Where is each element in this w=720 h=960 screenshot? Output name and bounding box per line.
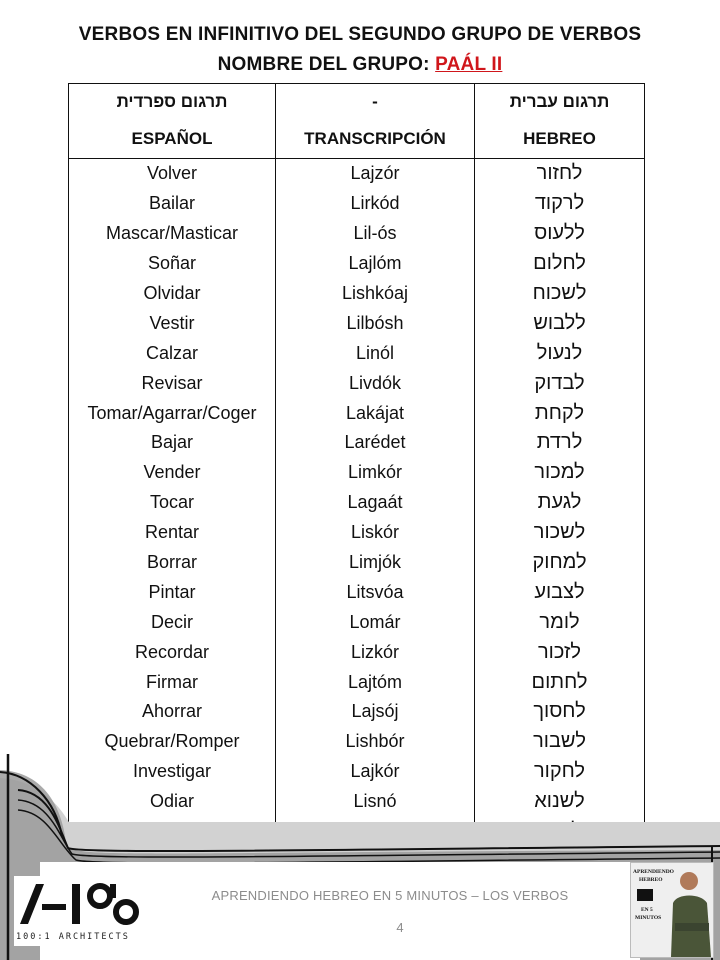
cell-transcription: Lizkór — [276, 637, 475, 667]
cell-hebrew: לומר — [475, 607, 645, 637]
table-row — [69, 577, 645, 607]
cell-transcription: Lomár — [276, 607, 475, 637]
table-row — [69, 488, 645, 518]
cell-transcription: Lishbór — [276, 727, 475, 757]
cell-transcription: Limjók — [276, 548, 475, 578]
cell-transcription: Lishkóaj — [276, 279, 475, 309]
logo-caption: 100:1 ARCHITECTS — [16, 932, 130, 942]
cell-spanish: Revisar — [69, 368, 276, 398]
cell-hebrew: לשנוא — [475, 787, 645, 817]
table-row — [69, 697, 645, 727]
thumbnail-text-1: APRENDIENDO — [633, 869, 674, 875]
cell-spanish: Mascar/Masticar — [69, 219, 276, 249]
cell-transcription: Linól — [276, 338, 475, 368]
cell-transcription: Lajlóm — [276, 249, 475, 279]
page-number: 4 — [396, 920, 404, 935]
header-transcription-dash: - — [276, 84, 475, 121]
cell-transcription: Larédet — [276, 428, 475, 458]
table-row — [69, 667, 645, 697]
cell-hebrew: לזכור — [475, 637, 645, 667]
cell-spanish: Firmar — [69, 667, 276, 697]
cell-hebrew: לשכוח — [475, 279, 645, 309]
cell-transcription: Lisnó — [276, 787, 475, 817]
cell-spanish: Bajar — [69, 428, 276, 458]
table-row — [69, 159, 645, 189]
cell-spanish: Calzar — [69, 338, 276, 368]
cell-transcription: Limkór — [276, 458, 475, 488]
cell-hebrew: לנעול — [475, 338, 645, 368]
cell-spanish: Bailar — [69, 189, 276, 219]
page-title: VERBOS EN INFINITIVO DEL SEGUNDO GRUPO DE VERBOS — [78, 24, 642, 45]
cell-spanish: Investigar — [69, 757, 276, 787]
table-row — [69, 637, 645, 667]
cell-hebrew: לצבוע — [475, 577, 645, 607]
cell-hebrew: לחזור — [475, 159, 645, 189]
cell-hebrew: לחלום — [475, 249, 645, 279]
cell-transcription: Lajzór — [276, 159, 475, 189]
header-spanish: ESPAÑOL — [69, 120, 276, 159]
cell-spanish: Recordar — [69, 637, 276, 667]
cell-spanish: Decir — [69, 607, 276, 637]
cell-hebrew: לחקור — [475, 757, 645, 787]
cell-spanish: Borrar — [69, 548, 276, 578]
cell-hebrew: לרקוד — [475, 189, 645, 219]
cell-transcription: Litsvóa — [276, 577, 475, 607]
table-row — [69, 428, 645, 458]
cell-spanish: Tomar/Agarrar/Coger — [69, 398, 276, 428]
cell-hebrew: לשבור — [475, 727, 645, 757]
cell-transcription: Lakájat — [276, 398, 475, 428]
thumbnail-text-4: MINUTOS — [635, 915, 662, 921]
header-row — [69, 120, 645, 159]
table-row — [69, 368, 645, 398]
table-row — [69, 458, 645, 488]
cell-transcription: Lajtóm — [276, 667, 475, 697]
cell-spanish: Vender — [69, 458, 276, 488]
cell-hebrew: לבדוק — [475, 368, 645, 398]
cell-spanish: Rentar — [69, 518, 276, 548]
thumbnail-text-2: HEBREO — [639, 877, 663, 883]
thumbnail-text-3: EN 5 — [641, 907, 653, 913]
cell-transcription: Livdók — [276, 368, 475, 398]
table-row — [69, 518, 645, 548]
table-row — [69, 607, 645, 637]
table-row — [69, 398, 645, 428]
group-title — [0, 54, 720, 76]
cell-hebrew: לשכור — [475, 518, 645, 548]
cell-spanish: Ahorrar — [69, 697, 276, 727]
header-spanish-hebrew: תרגום ספרדית — [69, 84, 276, 121]
header-hebrew-hebrew: תרגום עברית — [475, 84, 645, 121]
cell-transcription: Lajkór — [276, 757, 475, 787]
table-row — [69, 548, 645, 578]
table-row — [69, 219, 645, 249]
cell-hebrew: למכור — [475, 458, 645, 488]
cell-spanish: Vestir — [69, 308, 276, 338]
cell-transcription: Lajsój — [276, 697, 475, 727]
cell-hebrew: לחסוך — [475, 697, 645, 727]
table-row — [69, 308, 645, 338]
cell-spanish: Odiar — [69, 787, 276, 817]
cell-hebrew: לחתום — [475, 667, 645, 697]
header-hebrew: HEBREO — [475, 120, 645, 159]
table-row — [69, 279, 645, 309]
group-name: PAÁL II — [435, 54, 503, 75]
cell-hebrew: למחוק — [475, 548, 645, 578]
cell-hebrew: לקחת — [475, 398, 645, 428]
cell-hebrew: לגעת — [475, 488, 645, 518]
cell-hebrew: ללבוש — [475, 308, 645, 338]
footer-text: APRENDIENDO HEBREO EN 5 MINUTOS – LOS VERBOS — [211, 888, 569, 903]
cell-hebrew: ללעוס — [475, 219, 645, 249]
cell-hebrew: לרדת — [475, 428, 645, 458]
table-row — [69, 189, 645, 219]
cell-spanish: Olvidar — [69, 279, 276, 309]
cell-spanish: Soñar — [69, 249, 276, 279]
cell-spanish: Pintar — [69, 577, 276, 607]
group-label: NOMBRE DEL GRUPO: — [217, 54, 436, 75]
table-row — [69, 249, 645, 279]
cell-transcription: Liskór — [276, 518, 475, 548]
cell-transcription: Lilbósh — [276, 308, 475, 338]
cell-transcription: Lil-ós — [276, 219, 475, 249]
verbs-table — [68, 83, 645, 847]
cell-transcription: Lagaát — [276, 488, 475, 518]
cell-spanish: Quebrar/Romper — [69, 727, 276, 757]
table-row — [69, 338, 645, 368]
presenter-thumbnail — [630, 862, 714, 958]
cell-spanish: Volver — [69, 159, 276, 189]
cell-spanish: Tocar — [69, 488, 276, 518]
header-transcription: TRANSCRIPCIÓN — [276, 120, 475, 159]
cell-transcription: Lirkód — [276, 189, 475, 219]
header-row-hebrew — [69, 84, 645, 121]
